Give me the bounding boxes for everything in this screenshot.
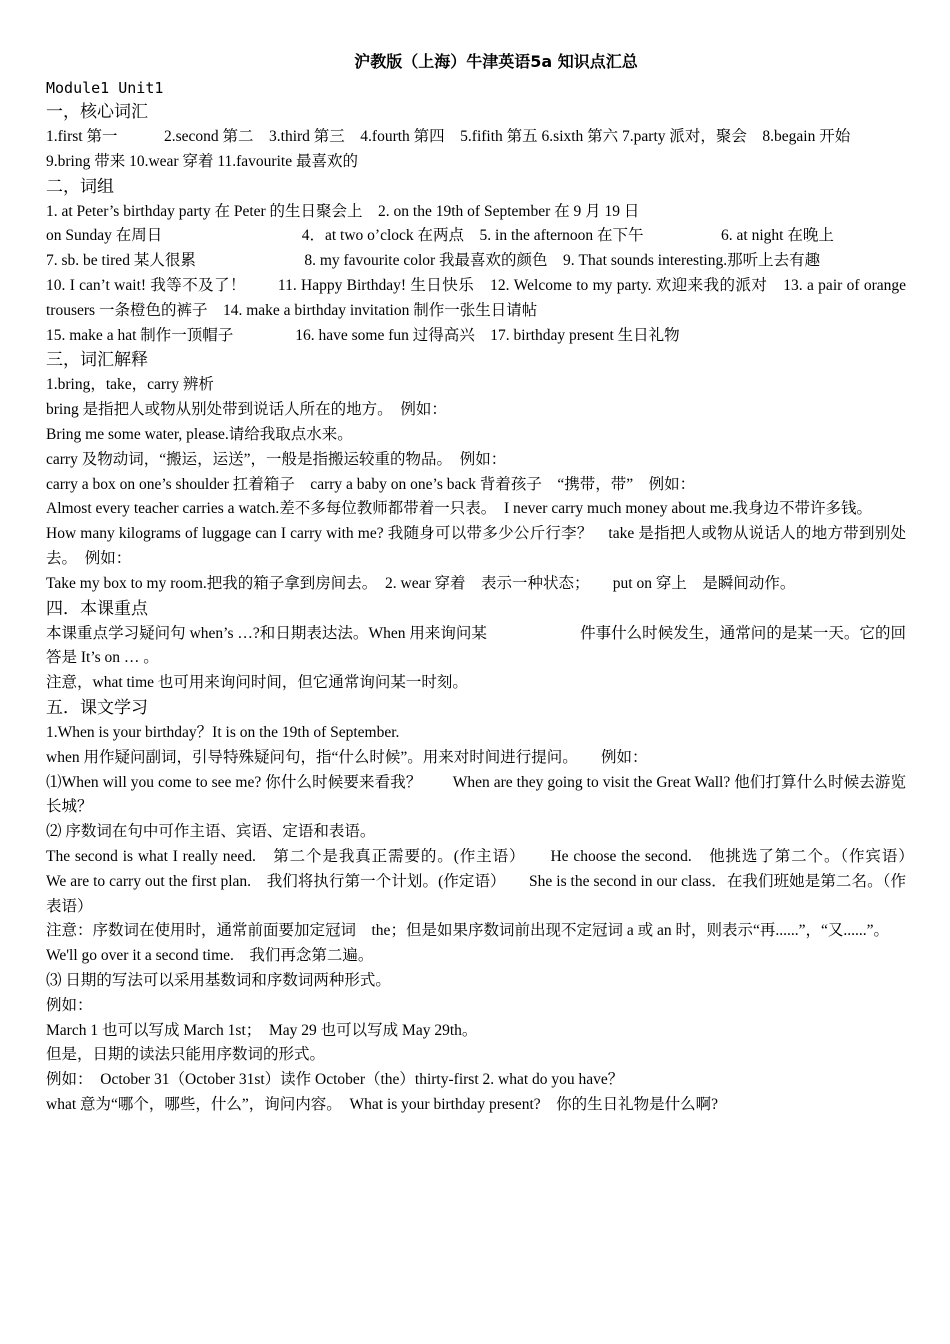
paragraph: 注意：序数词在使用时，通常前面要加定冠词 the；但是如果序数词前出现不定冠词 a 或 an 时，则表示“再......”，“又......”。 bbox=[46, 922, 889, 940]
document-title: 沪教版（上海）牛津英语5a 知识点汇总 bbox=[354, 52, 638, 71]
paragraph: 1. at Peter’s birthday party 在 Peter 的生日聚会上 2. on the 19th of September 在 9 月 19 日 bbox=[46, 202, 640, 220]
paragraph: 1.first 第一 2.second 第二 3.third 第三 4.fourth 第四 5.fifith 第五 6.sixth 第六 7.party 派对，聚会 8.begain 开始 bbox=[46, 128, 851, 145]
paragraph: Bring me some water, please.请给我取点水来。 bbox=[46, 425, 353, 443]
paragraph: 本课重点学习疑问句 when’s …?和日期表达法。When 用来询问某 件事什么时候发生，通常问的是某一天。它的回答是 It’s on … 。 bbox=[46, 624, 906, 667]
section-heading-phrases: 二，词组 bbox=[46, 176, 114, 197]
paragraph: what 意为“哪个，哪些，什么”，询问内容。 What is your birthday present? 你的生日礼物是什么啊? bbox=[46, 1095, 719, 1113]
paragraph: 10. I can’t wait! 我等不及了！ 11. Happy Birthday! 生日快乐 12. Welcome to my party. 欢迎来我的派对 13. a pair of orange trousers 一条橙色的裤子 14. make a birthday invitation 制作一张生日请帖 bbox=[46, 276, 906, 319]
paragraph: 例如： bbox=[46, 996, 93, 1014]
paragraph: 15. make a hat 制作一顶帽子 16. have some fun 过得高兴 17. birthday present 生日礼物 bbox=[46, 326, 680, 344]
paragraph: The second is what I really need. 第二个是我真正需要的。(作主语） He choose the second. 他挑选了第二个。（作宾语） We are to carry out the first plan. 我们将执行第一个计划。(作定语） She is the second in our class．在我们班她是第二名。（作表语） bbox=[46, 847, 938, 915]
section-heading-vocabulary-explanation: 三，词汇解释 bbox=[46, 350, 148, 371]
paragraph: bring 是指把人或物从别处带到说话人所在的地方。 例如： bbox=[46, 401, 447, 419]
module-label: Module1 Unit1 bbox=[46, 79, 164, 97]
section-heading-text-study: 五．课文学习 bbox=[46, 697, 148, 718]
paragraph: March 1 也可以写成 March 1st； May 29 也可以写成 May 29th。 bbox=[46, 1021, 478, 1039]
paragraph: 1.bring，take，carry 辨析 bbox=[46, 376, 214, 394]
paragraph: on Sunday 在周日 4．at two o’clock 在两点 5. in the afternoon 在下午 6. at night 在晚上 bbox=[46, 227, 834, 245]
paragraph: ⑶ 日期的写法可以采用基数词和序数词两种形式。 bbox=[46, 971, 391, 989]
paragraph: 1.When is your birthday？It is on the 19th of September. bbox=[46, 723, 400, 741]
paragraph: carry a box on one’s shoulder 扛着箱子 carry a baby on one’s back 背着孩子 “携带，带” 例如： bbox=[46, 475, 696, 493]
paragraph: 9.bring 带来 10.wear 穿着 11.favourite 最喜欢的 bbox=[46, 152, 358, 170]
paragraph: ⑵ 序数词在句中可作主语、宾语、定语和表语。 bbox=[46, 823, 376, 841]
paragraph: Almost every teacher carries a watch.差不多每位教师都带着一只表。 I never carry much money about me.我身边不带许多钱。 bbox=[46, 500, 873, 518]
paragraph: How many kilograms of luggage can I carry with me? 我随身可以带多少公斤行李？ take 是指把人或物从说话人的地方带到别处去。 例如： bbox=[46, 525, 906, 567]
paragraph: 7. sb. be tired 某人很累 8. my favourite color 我最喜欢的颜色 9. That sounds interesting.那听上去有趣 bbox=[46, 252, 821, 270]
section-heading-core-vocabulary: 一，核心词汇 bbox=[46, 102, 148, 122]
paragraph: 但是，日期的读法只能用序数词的形式。 bbox=[46, 1046, 326, 1064]
document-page bbox=[46, 50, 938, 1118]
paragraph: 例如： October 31（October 31st）读作 October（the）thirty-first 2. what do you have？ bbox=[46, 1071, 624, 1089]
paragraph: ⑴When will you come to see me? 你什么时候要来看我？ When are they going to visit the Great Wall? 他们打算什么时候去游览长城？ bbox=[46, 773, 906, 816]
paragraph: Take my box to my room.把我的箱子拿到房间去。 2. wear 穿着 表示一种状态； put on 穿上 是瞬间动作。 bbox=[46, 574, 796, 592]
paragraph: 注意，what time 也可用来询问时间，但它通常询问某一时刻。 bbox=[46, 674, 468, 692]
paragraph: We'll go over it a second time. 我们再念第二遍。 bbox=[46, 947, 374, 965]
paragraph: carry 及物动词，“搬运，运送”，一般是指搬运较重的物品。 例如： bbox=[46, 450, 507, 468]
paragraph: when 用作疑问副词，引导特殊疑问句，指“什么时候”。用来对时间进行提问。 例如： bbox=[46, 748, 648, 766]
section-heading-key-points: 四．本课重点 bbox=[46, 598, 148, 619]
